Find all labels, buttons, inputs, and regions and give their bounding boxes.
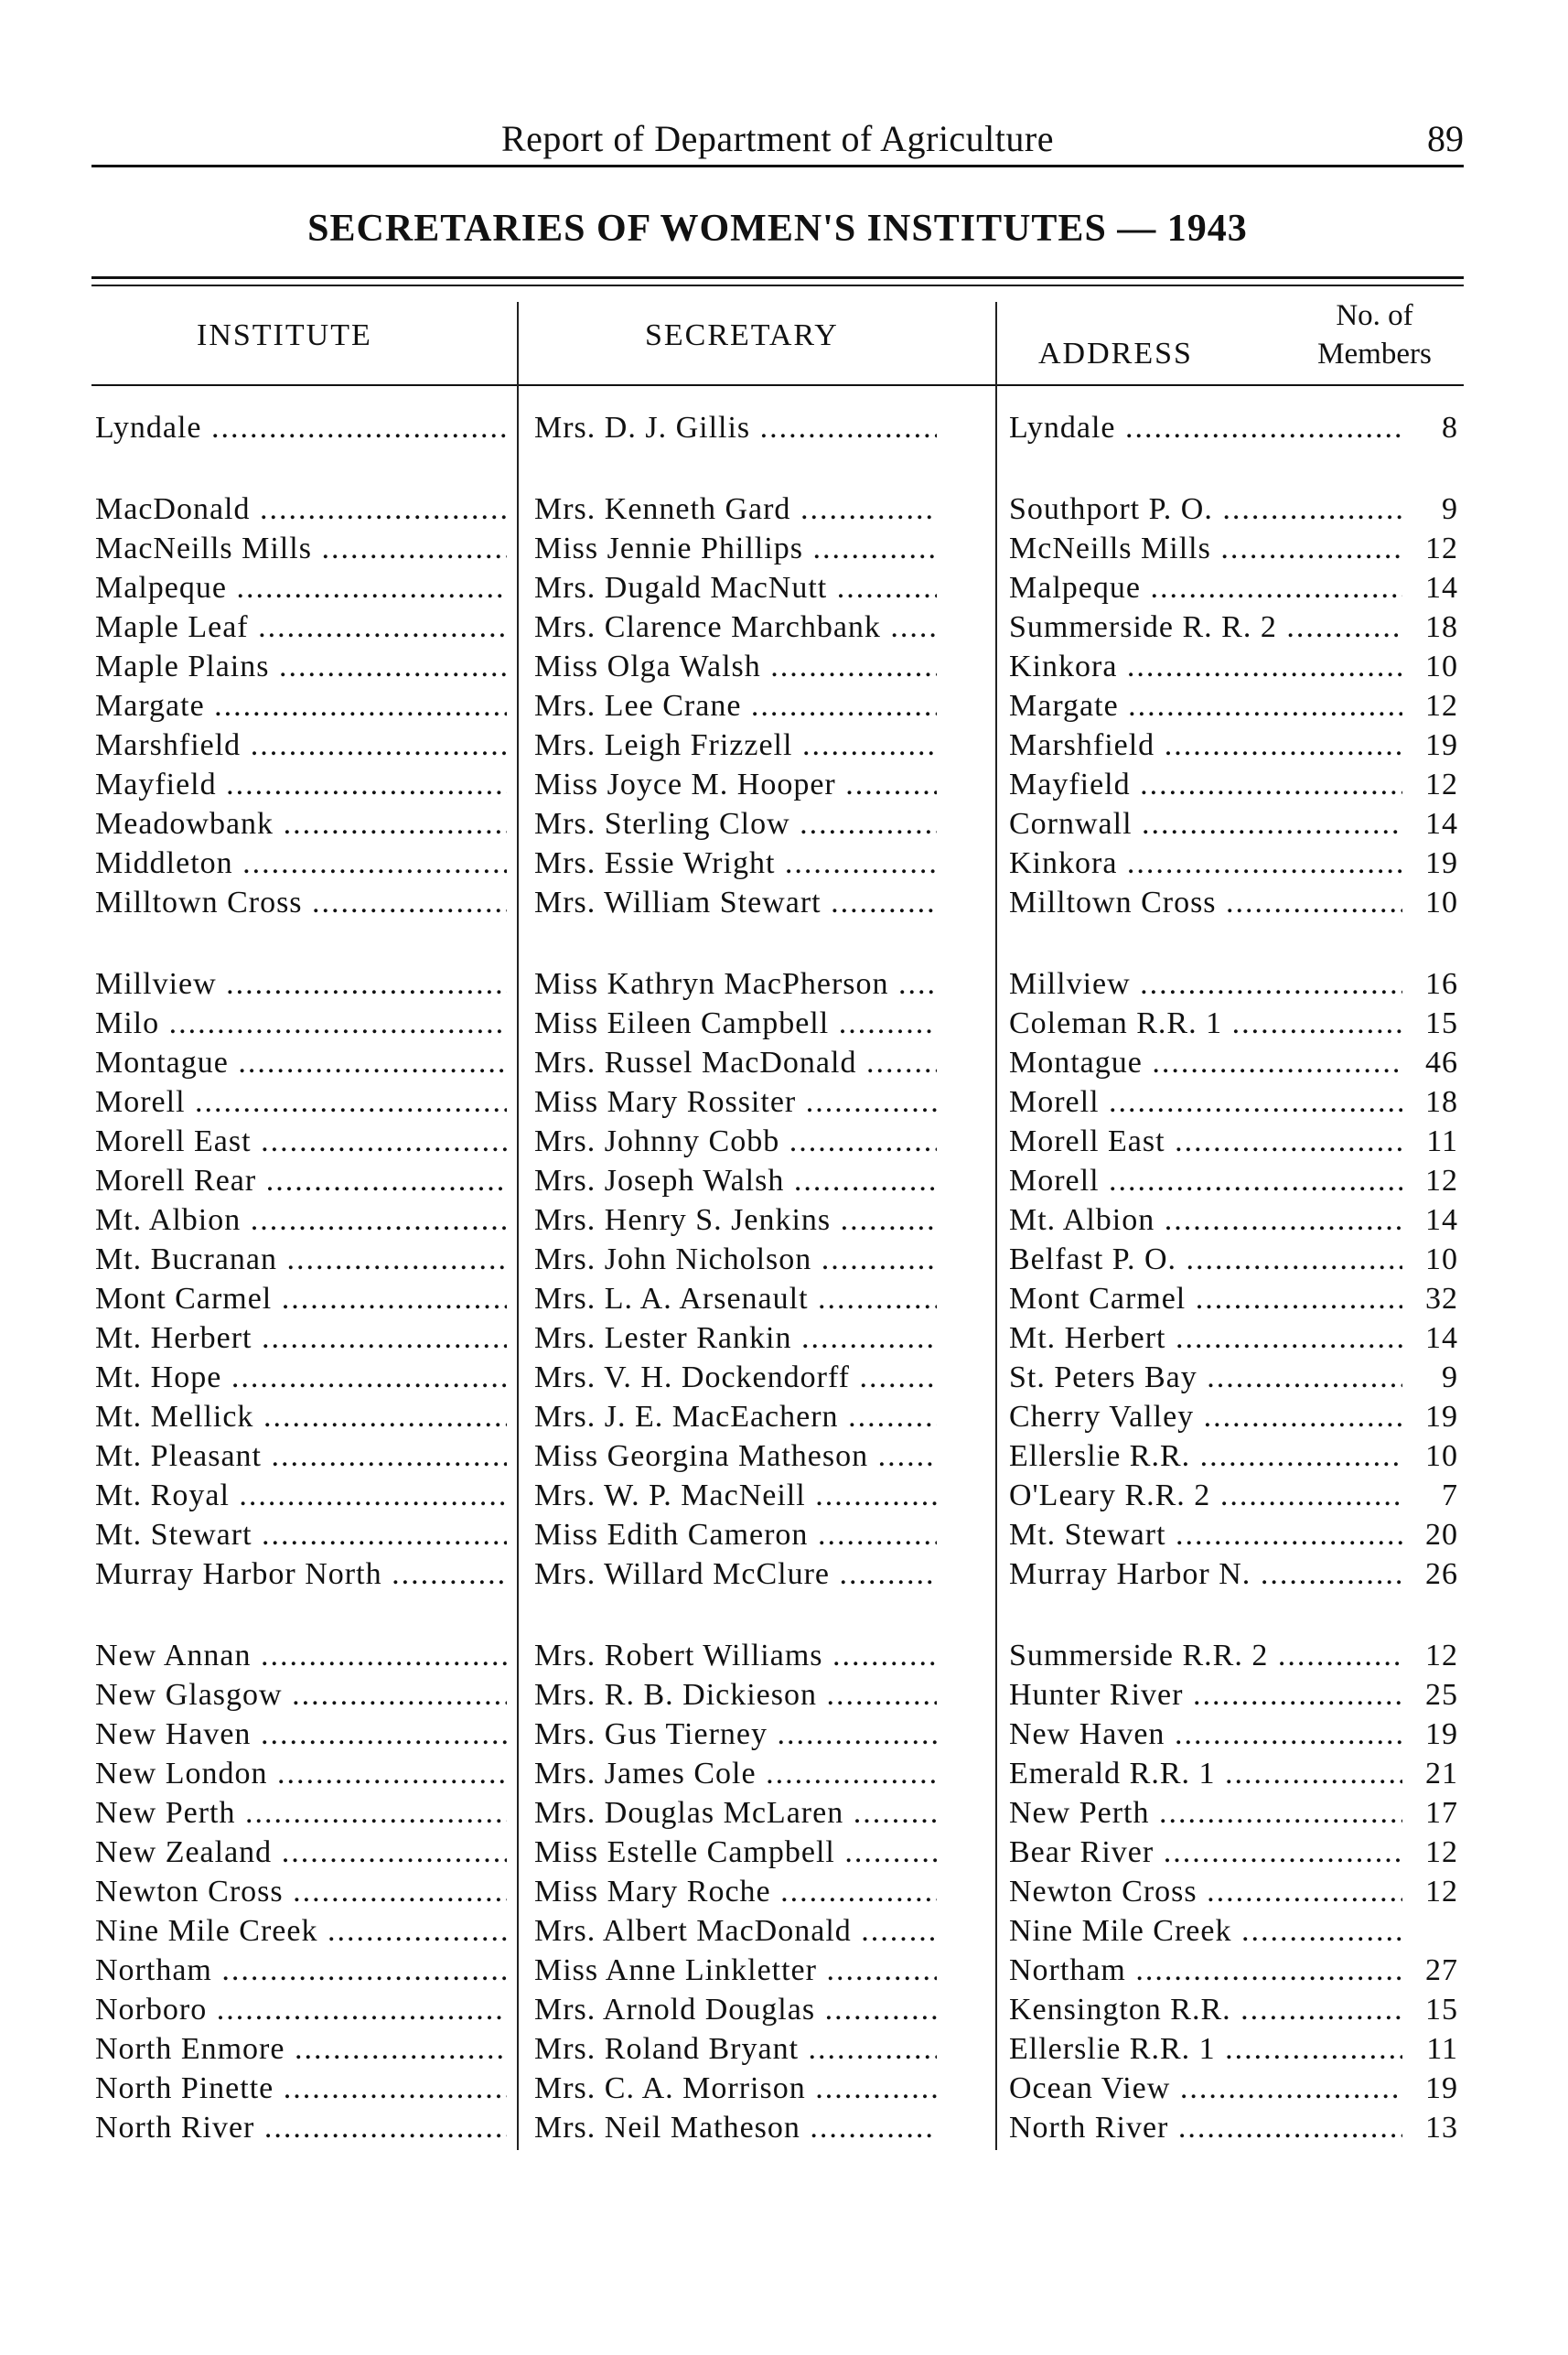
address-cell: Mayfield ..... [1009, 765, 1402, 804]
secretary-cell: Miss Kathryn MacPherson ..... [534, 964, 937, 1004]
institute-cell: Nine Mile Creek ..... [95, 1911, 507, 1951]
table-row [91, 1436, 1464, 1476]
table-row [91, 1240, 1464, 1279]
address-cell: North River ..... [1009, 2108, 1402, 2147]
table-row [91, 1715, 1464, 1754]
institute-cell: Morell East ..... [95, 1122, 507, 1161]
table-row [91, 568, 1464, 608]
institute-cell: Meadowbank ..... [95, 804, 507, 844]
members-cell: 14 [1425, 807, 1458, 841]
table-row [91, 1161, 1464, 1200]
running-header [91, 110, 1464, 167]
table-row [91, 1675, 1464, 1715]
secretary-cell: Miss Mary Roche ..... [534, 1872, 937, 1911]
institute-cell: New Zealand ..... [95, 1833, 507, 1872]
address-cell: Kinkora ..... [1009, 647, 1402, 686]
members-cell: 20 [1425, 1518, 1458, 1552]
page-number: 89 [1427, 118, 1464, 159]
address-cell: Murray Harbor N. ..... [1009, 1554, 1402, 1594]
address-cell: Lyndale ..... [1009, 408, 1402, 447]
secretaries-table [91, 393, 1464, 2147]
table-row [91, 844, 1464, 883]
column-header-secretary: SECRETARY [645, 318, 839, 352]
table-row [91, 1397, 1464, 1436]
institute-cell: Mt. Stewart ..... [95, 1515, 507, 1554]
institute-cell: Middleton ..... [95, 844, 507, 883]
secretary-cell: Miss Anne Linkletter ..... [534, 1951, 937, 1990]
institute-cell: Maple Leaf ..... [95, 608, 507, 647]
secretary-cell: Mrs. Roland Bryant ..... [534, 2029, 937, 2069]
secretary-cell: Mrs. L. A. Arsenault ..... [534, 1279, 937, 1318]
members-cell: 18 [1425, 1085, 1458, 1119]
secretary-cell: Mrs. James Cole ..... [534, 1754, 937, 1793]
institute-cell: Mt. Albion ..... [95, 1200, 507, 1240]
address-cell: Morell ..... [1009, 1082, 1402, 1122]
table-row [91, 1636, 1464, 1675]
address-cell: Summerside R. R. 2 ..... [1009, 608, 1402, 647]
secretary-cell: Mrs. Essie Wright ..... [534, 844, 937, 883]
row-group [91, 1636, 1464, 2147]
address-cell: Kensington R.R. ..... [1009, 1990, 1402, 2029]
secretary-cell: Mrs. Joseph Walsh ..... [534, 1161, 937, 1200]
address-cell: Malpeque ..... [1009, 568, 1402, 608]
secretary-cell: Mrs. Arnold Douglas ..... [534, 1990, 937, 2029]
institute-cell: Margate ..... [95, 686, 507, 726]
address-cell: Ocean View ..... [1009, 2069, 1402, 2108]
secretary-cell: Mrs. Clarence Marchbank ..... [534, 608, 937, 647]
members-cell: 19 [1425, 728, 1458, 762]
double-rule [91, 276, 1464, 286]
members-cell: 8 [1442, 411, 1458, 445]
members-cell: 14 [1425, 1321, 1458, 1355]
address-cell: Ellerslie R.R. 1 ..... [1009, 2029, 1402, 2069]
secretary-cell: Mrs. V. H. Dockendorff ..... [534, 1358, 937, 1397]
table-row [91, 647, 1464, 686]
secretary-cell: Mrs. Leigh Frizzell ..... [534, 726, 937, 765]
members-cell: 12 [1425, 1639, 1458, 1672]
institute-cell: MacNeills Mills ..... [95, 529, 507, 568]
members-cell: 10 [1425, 886, 1458, 919]
table-row [91, 1554, 1464, 1594]
institute-cell: Lyndale ..... [95, 408, 507, 447]
secretary-cell: Miss Mary Rossiter ..... [534, 1082, 937, 1122]
address-cell: Mt. Herbert ..... [1009, 1318, 1402, 1358]
institute-cell: North Pinette ..... [95, 2069, 507, 2108]
institute-cell: Maple Plains ..... [95, 647, 507, 686]
institute-cell: Mt. Royal ..... [95, 1476, 507, 1515]
institute-cell: Northam ..... [95, 1951, 507, 1990]
institute-cell: New Haven ..... [95, 1715, 507, 1754]
table-row [91, 1082, 1464, 1122]
table-row [91, 1358, 1464, 1397]
address-cell: Hunter River ..... [1009, 1675, 1402, 1715]
secretary-cell: Miss Olga Walsh ..... [534, 647, 937, 686]
institute-cell: Milo ..... [95, 1004, 507, 1043]
column-header-address: ADDRESS [1038, 337, 1193, 371]
document-title: SECRETARIES OF WOMEN'S INSTITUTES — 1943 [307, 208, 1248, 250]
secretary-cell: Miss Eileen Campbell ..... [534, 1004, 937, 1043]
institute-cell: Milltown Cross ..... [95, 883, 507, 922]
members-cell: 13 [1425, 2111, 1458, 2145]
address-cell: Belfast P. O. ..... [1009, 1240, 1402, 1279]
address-cell: Margate ..... [1009, 686, 1402, 726]
institute-cell: Mt. Herbert ..... [95, 1318, 507, 1358]
address-cell: Milltown Cross ..... [1009, 883, 1402, 922]
secretary-cell: Mrs. William Stewart ..... [534, 883, 937, 922]
secretary-cell: Miss Jennie Phillips ..... [534, 529, 937, 568]
table-row [91, 964, 1464, 1004]
address-cell: St. Peters Bay ..... [1009, 1358, 1402, 1397]
members-cell: 10 [1425, 1242, 1458, 1276]
column-header-members-line1: No. of [1336, 299, 1413, 332]
table-header [91, 291, 1464, 386]
members-cell: 46 [1425, 1046, 1458, 1080]
address-cell: Mont Carmel ..... [1009, 1279, 1402, 1318]
members-cell: 21 [1425, 1757, 1458, 1790]
institute-cell: Newton Cross ..... [95, 1872, 507, 1911]
table-row [91, 489, 1464, 529]
secretary-cell: Miss Edith Cameron ..... [534, 1515, 937, 1554]
address-cell: Morell ..... [1009, 1161, 1402, 1200]
members-cell: 12 [1425, 532, 1458, 565]
institute-cell: Murray Harbor North ..... [95, 1554, 507, 1594]
members-cell: 19 [1425, 846, 1458, 880]
members-cell: 7 [1442, 1479, 1458, 1512]
address-cell: Marshfield ..... [1009, 726, 1402, 765]
table-row [91, 2029, 1464, 2069]
row-group [91, 964, 1464, 1594]
members-cell: 9 [1442, 492, 1458, 526]
address-cell: Cornwall ..... [1009, 804, 1402, 844]
secretary-cell: Mrs. Neil Matheson ..... [534, 2108, 937, 2147]
secretary-cell: Mrs. Albert MacDonald ..... [534, 1911, 937, 1951]
table-row [91, 1043, 1464, 1082]
address-cell: Kinkora ..... [1009, 844, 1402, 883]
table-row [91, 1004, 1464, 1043]
table-row [91, 1200, 1464, 1240]
members-cell: 14 [1425, 1203, 1458, 1237]
members-cell: 18 [1425, 610, 1458, 644]
institute-cell: Mt. Mellick ..... [95, 1397, 507, 1436]
members-cell: 15 [1425, 1993, 1458, 2027]
address-cell: Morell East ..... [1009, 1122, 1402, 1161]
secretary-cell: Mrs. C. A. Morrison ..... [534, 2069, 937, 2108]
members-cell: 12 [1425, 1164, 1458, 1198]
institute-cell: New Glasgow ..... [95, 1675, 507, 1715]
address-cell: Cherry Valley ..... [1009, 1397, 1402, 1436]
secretary-cell: Miss Estelle Campbell ..... [534, 1833, 937, 1872]
members-cell: 15 [1425, 1006, 1458, 1040]
institute-cell: New London ..... [95, 1754, 507, 1793]
table-row [91, 1793, 1464, 1833]
members-cell: 17 [1425, 1796, 1458, 1830]
institute-cell: MacDonald ..... [95, 489, 507, 529]
secretary-cell: Mrs. Johnny Cobb ..... [534, 1122, 937, 1161]
table-row [91, 1833, 1464, 1872]
secretary-cell: Mrs. Kenneth Gard ..... [534, 489, 937, 529]
secretary-cell: Mrs. Lee Crane ..... [534, 686, 937, 726]
address-cell: Northam ..... [1009, 1951, 1402, 1990]
institute-cell: Mont Carmel ..... [95, 1279, 507, 1318]
address-cell: New Haven ..... [1009, 1715, 1402, 1754]
secretary-cell: Mrs. R. B. Dickieson ..... [534, 1675, 937, 1715]
members-cell: 11 [1426, 2032, 1458, 2066]
secretary-cell: Mrs. Willard McClure ..... [534, 1554, 937, 1594]
members-cell: 19 [1425, 2071, 1458, 2105]
column-header-institute: INSTITUTE [197, 318, 372, 352]
secretary-cell: Mrs. John Nicholson ..... [534, 1240, 937, 1279]
secretary-cell: Mrs. Robert Williams ..... [534, 1636, 937, 1675]
members-cell: 32 [1425, 1282, 1458, 1316]
members-cell: 10 [1425, 1439, 1458, 1473]
members-cell: 12 [1425, 1875, 1458, 1909]
institute-cell: Millview ..... [95, 964, 507, 1004]
institute-cell: Mt. Pleasant ..... [95, 1436, 507, 1476]
institute-cell: Mt. Bucranan ..... [95, 1240, 507, 1279]
secretary-cell: Mrs. Sterling Clow ..... [534, 804, 937, 844]
secretary-cell: Mrs. D. J. Gillis ..... [534, 408, 937, 447]
institute-cell: New Annan ..... [95, 1636, 507, 1675]
institute-cell: Mt. Hope ..... [95, 1358, 507, 1397]
address-cell: Mt. Albion ..... [1009, 1200, 1402, 1240]
members-cell: 11 [1426, 1124, 1458, 1158]
secretary-cell: Mrs. Lester Rankin ..... [534, 1318, 937, 1358]
address-cell: Coleman R.R. 1 ..... [1009, 1004, 1402, 1043]
running-title: Report of Department of Agriculture [501, 118, 1054, 159]
institute-cell: Marshfield ..... [95, 726, 507, 765]
table-row [91, 1911, 1464, 1951]
table-row [91, 1318, 1464, 1358]
address-cell: Emerald R.R. 1 ..... [1009, 1754, 1402, 1793]
institute-cell: Malpeque ..... [95, 568, 507, 608]
table-row [91, 1476, 1464, 1515]
table-row [91, 1872, 1464, 1911]
table-row [91, 1990, 1464, 2029]
secretary-cell: Mrs. Henry S. Jenkins ..... [534, 1200, 937, 1240]
institute-cell: Montague ..... [95, 1043, 507, 1082]
secretary-cell: Mrs. Dugald MacNutt ..... [534, 568, 937, 608]
row-group [91, 489, 1464, 922]
members-cell: 12 [1425, 1835, 1458, 1869]
address-cell: Ellerslie R.R. ..... [1009, 1436, 1402, 1476]
members-cell: 25 [1425, 1678, 1458, 1712]
address-cell: Millview ..... [1009, 964, 1402, 1004]
members-cell: 27 [1425, 1953, 1458, 1987]
institute-cell: Norboro ..... [95, 1990, 507, 2029]
table-row [91, 686, 1464, 726]
table-row [91, 608, 1464, 647]
members-cell: 10 [1425, 650, 1458, 683]
institute-cell: Morell ..... [95, 1082, 507, 1122]
table-row [91, 804, 1464, 844]
secretary-cell: Miss Georgina Matheson ..... [534, 1436, 937, 1476]
table-row [91, 765, 1464, 804]
address-cell: McNeills Mills ..... [1009, 529, 1402, 568]
table-row [91, 1279, 1464, 1318]
secretary-cell: Mrs. W. P. MacNeill ..... [534, 1476, 937, 1515]
members-cell: 14 [1425, 571, 1458, 605]
members-cell: 12 [1425, 768, 1458, 801]
table-row [91, 1122, 1464, 1161]
address-cell: Nine Mile Creek ..... [1009, 1911, 1402, 1951]
table-row [91, 2108, 1464, 2147]
members-cell: 16 [1425, 967, 1458, 1001]
institute-cell: Morell Rear ..... [95, 1161, 507, 1200]
table-row [91, 726, 1464, 765]
institute-cell: New Perth ..... [95, 1793, 507, 1833]
table-row [91, 408, 1464, 447]
members-cell: 19 [1425, 1400, 1458, 1434]
table-row [91, 529, 1464, 568]
address-cell: Mt. Stewart ..... [1009, 1515, 1402, 1554]
table-row [91, 1754, 1464, 1793]
table-row [91, 883, 1464, 922]
address-cell: Southport P. O. ..... [1009, 489, 1402, 529]
members-cell: 26 [1425, 1557, 1458, 1591]
members-cell: 12 [1425, 689, 1458, 723]
institute-cell: North Enmore ..... [95, 2029, 507, 2069]
secretary-cell: Miss Joyce M. Hooper ..... [534, 765, 937, 804]
secretary-cell: Mrs. J. E. MacEachern ..... [534, 1397, 937, 1436]
table-row [91, 1515, 1464, 1554]
table-row [91, 1951, 1464, 1990]
institute-cell: North River ..... [95, 2108, 507, 2147]
institute-cell: Mayfield ..... [95, 765, 507, 804]
secretary-cell: Mrs. Russel MacDonald ..... [534, 1043, 937, 1082]
row-group [91, 408, 1464, 447]
column-header-members-line2: Members [1317, 338, 1432, 371]
address-cell: O'Leary R.R. 2 ..... [1009, 1476, 1402, 1515]
address-cell: Summerside R.R. 2 ..... [1009, 1636, 1402, 1675]
members-cell: 19 [1425, 1717, 1458, 1751]
column-header-members [1290, 296, 1459, 373]
secretary-cell: Mrs. Douglas McLaren ..... [534, 1793, 937, 1833]
secretary-cell: Mrs. Gus Tierney ..... [534, 1715, 937, 1754]
members-cell: 9 [1442, 1360, 1458, 1394]
address-cell: Newton Cross ..... [1009, 1872, 1402, 1911]
address-cell: Bear River ..... [1009, 1833, 1402, 1872]
address-cell: Montague ..... [1009, 1043, 1402, 1082]
table-row [91, 2069, 1464, 2108]
address-cell: New Perth ..... [1009, 1793, 1402, 1833]
